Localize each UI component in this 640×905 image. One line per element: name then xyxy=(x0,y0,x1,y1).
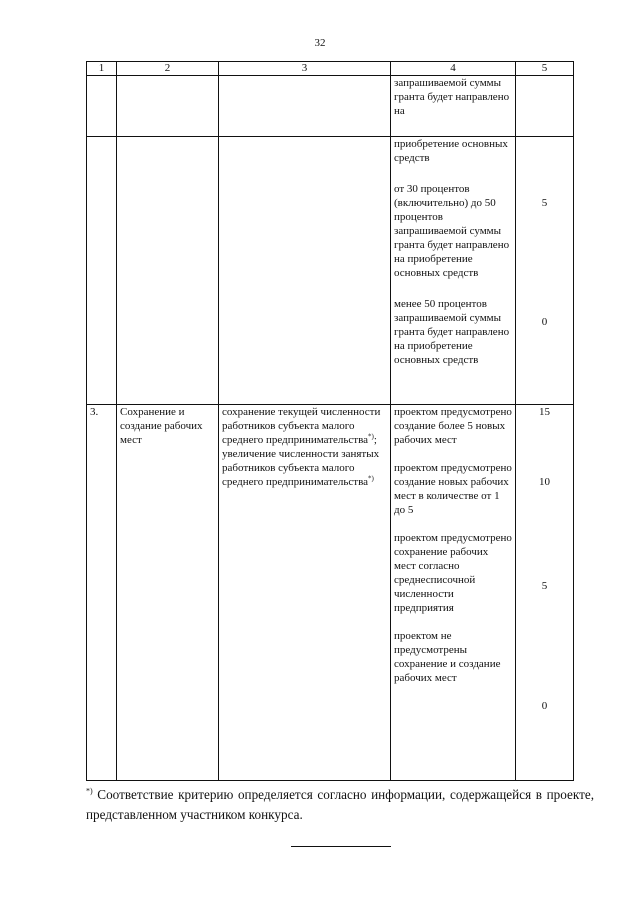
table-header-row xyxy=(87,62,574,76)
score-cell xyxy=(516,137,574,405)
closing-rule xyxy=(291,846,391,847)
header-cell: 2 xyxy=(117,62,219,76)
score-value: 0 xyxy=(541,700,548,712)
table-row xyxy=(87,76,574,137)
value-cell xyxy=(391,137,516,405)
footnote-marker: *) xyxy=(368,432,374,441)
score-value: 5 xyxy=(541,580,548,592)
footnote-marker: *) xyxy=(368,474,374,483)
criterion-name: Сохранение и создание рабочих мест xyxy=(117,405,219,781)
header-cell: 5 xyxy=(516,62,574,76)
value-text: проектом не предусмотрены сохранение и создание рабочих мест xyxy=(394,630,501,684)
value-text: от 30 процентов (включительно) до 50 процентов запрашиваемой суммы гранта будет направлено на приобретение основных средств xyxy=(394,183,510,279)
score-value: 15 xyxy=(539,406,550,418)
value-text: приобретение основных средств xyxy=(394,138,508,164)
criteria-table xyxy=(86,61,574,781)
value-text: проектом предусмотрено создание более 5 новых рабочих мест xyxy=(394,406,512,446)
table-row xyxy=(87,137,574,405)
criterion-description: сохранение текущей численности работников субъекта малого среднего предпринимательства*); увеличение численности занятых работников субъекта малого среднего предпринимательства*) xyxy=(219,405,391,781)
footnote-text: Соответствие критерию определяется согласно информации, содержащейся в проекте, представленном участником конкурса. xyxy=(86,787,594,822)
header-cell: 4 xyxy=(391,62,516,76)
header-cell: 1 xyxy=(87,62,117,76)
value-text: запрашиваемой суммы гранта будет направлено на xyxy=(394,77,510,117)
score-value: 5 xyxy=(541,197,548,209)
footnote-marker: *) xyxy=(86,786,93,796)
value-cell xyxy=(391,405,516,781)
score-value: 0 xyxy=(541,316,548,328)
score-value: 10 xyxy=(539,476,550,488)
footnote xyxy=(86,785,594,825)
row-number: 3. xyxy=(87,405,117,781)
page-number: 32 xyxy=(314,37,326,49)
value-text: проектом предусмотрено сохранение рабочих мест согласно среднесписочной численности предприятия xyxy=(394,532,512,614)
value-text: проектом предусмотрено создание новых рабочих мест в количестве от 1 до 5 xyxy=(394,462,512,516)
table-row xyxy=(87,405,574,781)
value-text: менее 50 процентов запрашиваемой суммы гранта будет направлено на приобретение основных средств xyxy=(394,298,510,366)
header-cell: 3 xyxy=(219,62,391,76)
score-cell xyxy=(516,405,574,781)
value-cell xyxy=(391,76,516,137)
